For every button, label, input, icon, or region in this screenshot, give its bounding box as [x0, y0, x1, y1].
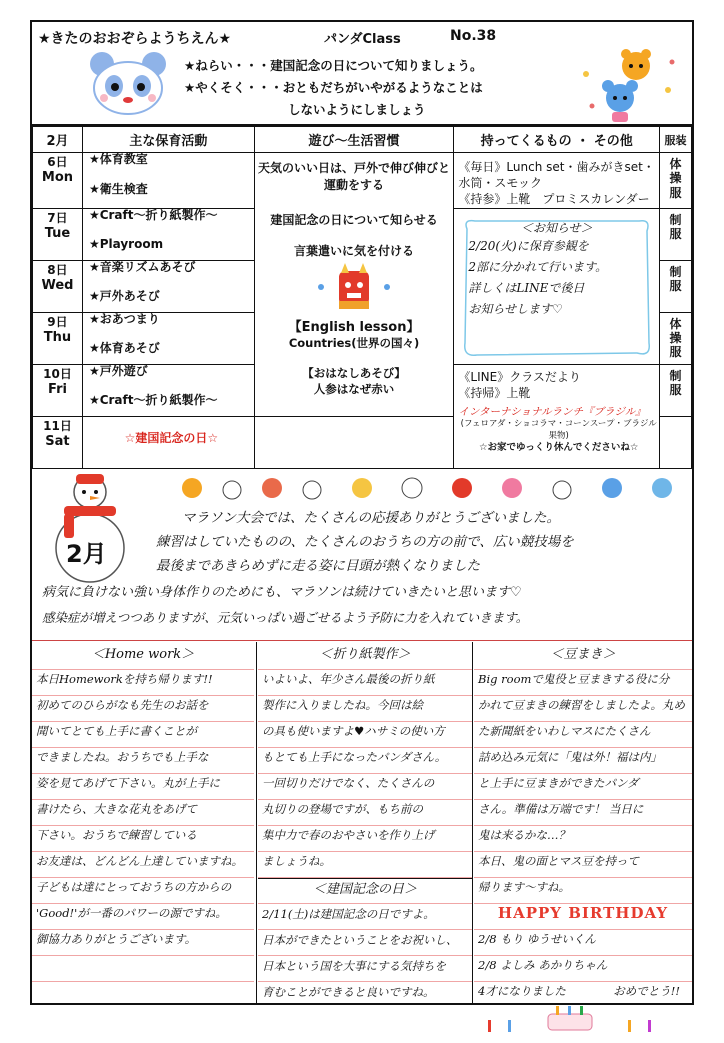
mamemaki-section — [474, 644, 692, 1003]
origami-title: ＜折り紙製作＞ — [319, 647, 411, 662]
origami-line: 集中力で春のおやさいを作り上げ — [262, 828, 435, 842]
clothes-cell: 体 操 服 — [660, 153, 692, 209]
birthday-congrats: おめでとう!! — [613, 984, 680, 998]
mamemaki-line: Big roomで鬼役と豆まきする役に分 — [478, 672, 670, 686]
clothes-header: 服装 — [660, 127, 692, 153]
birthday-line: 2/8 よしみ あかりちゃん — [478, 958, 608, 972]
activity-cell: ★音楽リズムあそび ★戸外あそび — [82, 260, 254, 312]
panda-icon — [84, 50, 172, 116]
message-line: 最後まであきらめずに走る姿に目頭が熱くなりました — [156, 558, 480, 574]
homework-line: 初めてのひらがなも先生のお話を — [36, 698, 209, 712]
issue-number: No.38 — [450, 28, 497, 44]
mamemaki-line: と上手に豆まきができたパンダ — [478, 776, 639, 790]
header — [32, 22, 692, 126]
message-line: 病気に負けない強い身体作りのためにも、マラソンは続けていきたいと思います♡ — [42, 585, 522, 600]
class-name: パンダClass — [324, 32, 401, 47]
school-name: ★きたのおおぞらようちえん★ — [38, 31, 232, 47]
clothes-cell: 制 服 — [660, 208, 692, 260]
origami-section — [258, 644, 472, 1003]
mamemaki-line: 鬼は来るかな…？ — [478, 828, 570, 842]
homework-line: 姿を見てあげて下さい。丸が上手に — [36, 776, 220, 790]
activity-cell: ★戸外遊び ★Craft～折り紙製作～ — [82, 364, 254, 416]
homework-line: お友達は、どんどん上達していますね。 — [36, 854, 243, 868]
origami-line: ましょうね。 — [262, 854, 331, 868]
newsletter-page — [30, 20, 694, 1005]
promise-line: ★やくそく・・・おともだちがいやがるようなことは — [184, 80, 483, 95]
mamemaki-line: 本日、鬼の面とマス豆を持って — [478, 854, 639, 868]
origami-line: の具も使いますよ♥ハサミの使い方 — [262, 724, 445, 738]
weekly-schedule — [32, 126, 692, 469]
play-header: 遊び～生活習慣 — [254, 127, 454, 153]
animals-row-icon — [172, 466, 692, 506]
day-cell: 6日 Mon — [33, 153, 83, 209]
bring-header: 持ってくるもの ・ その他 — [454, 127, 660, 153]
month-header: 2月 — [33, 127, 83, 153]
homework-line: 子どもは達にとっておうちの方からの — [36, 880, 232, 894]
kenkoku-line: 日本ができたということをお祝いし、 — [262, 933, 458, 947]
day-row — [33, 153, 692, 209]
activity-cell: ★体育教室 ★衛生検査 — [82, 153, 254, 209]
day-cell: 9日 Thu — [33, 312, 83, 364]
bring-cell-fri: 《LINE》クラスだより 《持帰》上靴 インターナショナルランチ『ブラジル』 (フェロアダ・ショコラマ・コーンスープ・ブラジル果物) ☆お家でゆっくり休んでくださいね☆ — [454, 364, 660, 468]
kenkoku-line: 日本という国を大事にする気持ちを — [262, 959, 446, 973]
message-line: 練習はしていたものの、たくさんのおうちの方の前で、広い競技場を — [156, 534, 574, 550]
mamemaki-line: 帰ります～すね。 — [478, 880, 570, 894]
column-divider — [256, 642, 257, 1003]
promise-line-2: しないようにしましょう — [288, 102, 426, 117]
homework-line: 聞いてとても上手に書くことが — [36, 724, 197, 738]
homework-line: 'Good!'が一番のパワーの源ですね。 — [36, 906, 227, 920]
mamemaki-line: た新聞紙をいわしマスにたくさん — [478, 724, 651, 738]
day-cell: 10日 Fri — [33, 364, 83, 416]
clothes-cell: 体 操 服 — [660, 312, 692, 364]
lunch-text: インターナショナルランチ『ブラジル』 — [458, 405, 646, 418]
day-cell: 7日 Tue — [33, 208, 83, 260]
bring-cell: 《毎日》Lunch set・歯みがきset・水筒・スモック 《持参》上靴 プロミスカレンダー — [454, 153, 660, 209]
cake-icon — [478, 1004, 678, 1034]
birthday-title: HAPPY BIRTHDAY — [497, 904, 669, 922]
clothes-cell: 制 服 — [660, 260, 692, 312]
month-badge: 2月 — [66, 540, 107, 568]
mamemaki-line: さん。準備は万端です！ 当日に — [478, 802, 644, 816]
mamemaki-line: かれて豆まきの練習をしましたよ。丸め — [478, 698, 685, 712]
homework-line: 本日Homeworkを持ち帰ります!! — [36, 672, 213, 686]
goal-line: ★ねらい・・・建国記念の日について知りましょう。 — [184, 58, 483, 73]
clothes-cell: 制 服 — [660, 364, 692, 416]
origami-line: もとても上手になったパンダさん。 — [262, 750, 447, 764]
play-cell-sat — [254, 416, 454, 468]
homework-line: 下さい。おうちで練習している — [36, 828, 197, 842]
message-line: マラソン大会では、たくさんの応援ありがとうございました。 — [182, 510, 560, 526]
homework-line: 書けたら、大きな花丸をあげて — [36, 802, 197, 816]
holiday-cell: ☆建国記念の日☆ — [82, 416, 254, 468]
snowman-icon — [44, 470, 134, 590]
birthday-line: 4才になりました — [478, 984, 566, 998]
homework-section — [32, 644, 254, 1003]
activities-header: 主な保育活動 — [82, 127, 254, 153]
birthday-line: 2/8 もり ゆうせいくん — [478, 932, 596, 946]
clothes-cell — [660, 416, 692, 468]
homework-line: できましたね。おうちでも上手な — [36, 750, 209, 764]
origami-line: いよいよ、年少さん最後の折り紙 — [262, 672, 435, 686]
notice-cell: ＜お知らせ＞ 2/20(火)に保育参観を 2部に分かれて行います。 詳しくはLINEで後日 お知らせします♡ — [454, 208, 660, 364]
kenkoku-line: 2/11(土)は建国記念の日ですよ。 — [262, 907, 435, 921]
animals-illustration — [572, 44, 682, 126]
play-cell: 天気のいい日は、戸外で伸び伸びと 運動をする 建国記念の日について知らせる 言葉遣いに気を付ける 【English lesson】 Countries(世界の国々) 【おはなしあそび】 人参はなぜ赤い — [254, 153, 454, 417]
oni-icon — [309, 263, 399, 311]
kenkoku-title: ＜建国記念の日＞ — [312, 882, 417, 897]
origami-line: 一回切りだけでなく、たくさんの — [262, 776, 435, 790]
origami-line: 丸切りの登場ですが、もち前の — [262, 802, 423, 816]
activity-cell: ★Craft～折り紙製作～ ★Playroom — [82, 208, 254, 260]
mamemaki-title: ＜豆まき＞ — [550, 647, 616, 662]
kenkoku-line: 育むことができると良いですね。 — [262, 985, 435, 999]
message-line: 感染症が増えつつありますが、元気いっぱい過ごせるよう予防に力を入れていきます。 — [42, 610, 529, 625]
day-cell: 8日 Wed — [33, 260, 83, 312]
origami-line: 製作に入りましたね。今回は絵 — [262, 698, 423, 712]
mamemaki-line: 詰め込み元気に「鬼は外！福は内」 — [478, 750, 662, 764]
day-cell: 11日 Sat — [33, 416, 83, 468]
homework-title: ＜Home work＞ — [91, 647, 195, 662]
column-divider — [472, 642, 473, 1003]
activity-cell: ★おあつまり ★体育あそび — [82, 312, 254, 364]
homework-line: 御協力ありがとうございます。 — [36, 932, 197, 946]
divider — [32, 640, 692, 641]
